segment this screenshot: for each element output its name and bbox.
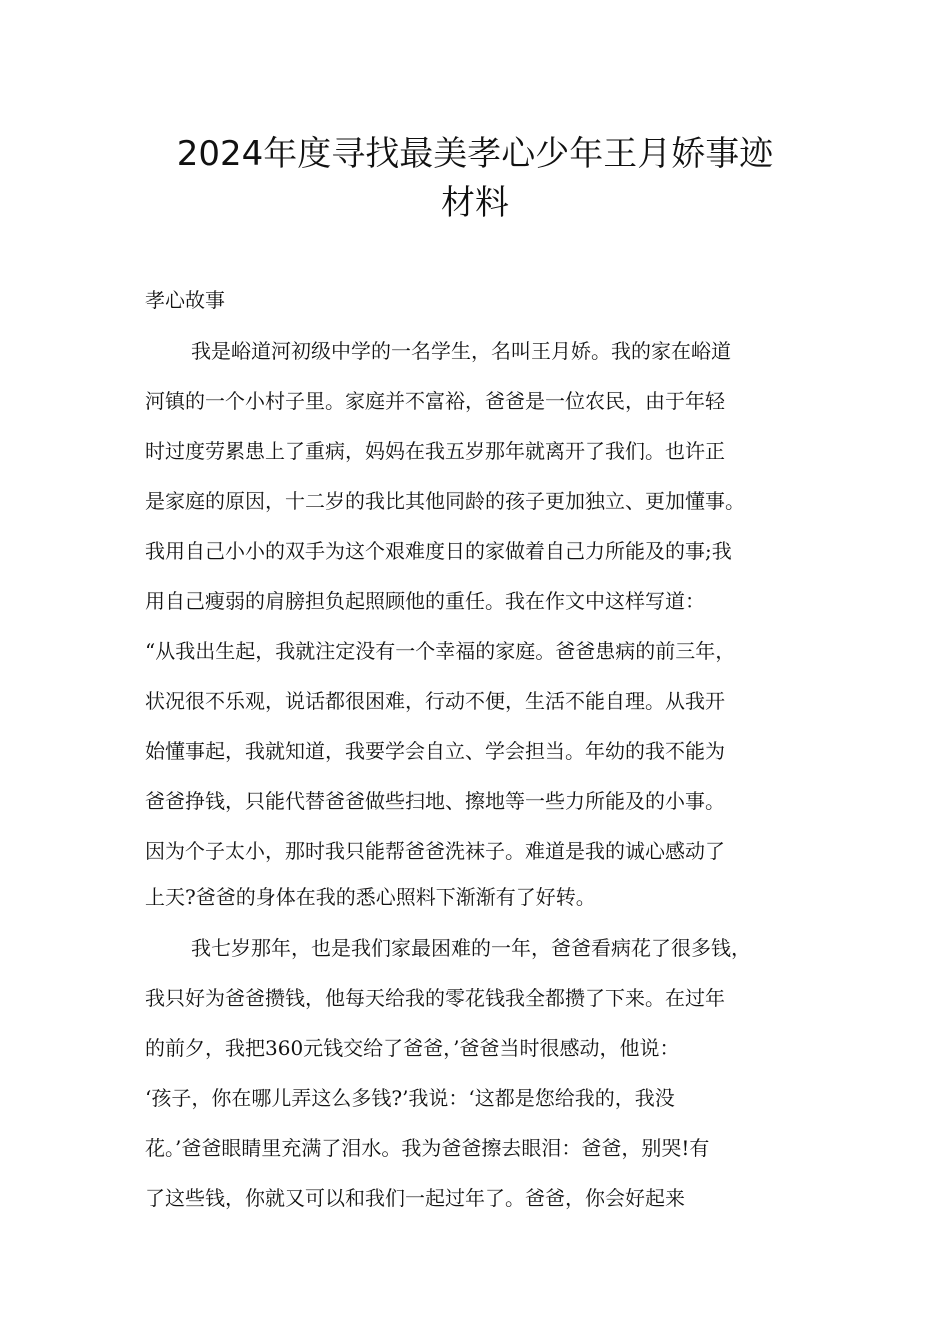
document-title-line-2: 材料 [441,183,509,223]
paragraph-2-line: ‘孩子，你在哪儿弄这么多钱?’我说：‘这都是您给我的，我没 [145,1086,675,1110]
paragraph-1-line: 时过度劳累患上了重病，妈妈在我五岁那年就离开了我们。也许正 [145,439,725,463]
paragraph-1-line: 用自己瘦弱的肩膀担负起照顾他的重任。我在作文中这样写道： [145,589,705,613]
paragraph-2-line: 我七岁那年，也是我们家最困难的一年，爸爸看病花了很多钱， [191,936,751,960]
paragraph-2-line: 花。’爸爸眼睛里充满了泪水。我为爸爸擦去眼泪：爸爸，别哭!有 [145,1136,710,1160]
paragraph-1-line: 河镇的一个小村子里。家庭并不富裕，爸爸是一位农民，由于年轻 [145,389,725,413]
paragraph-1-line: 是家庭的原因，十二岁的我比其他同龄的孩子更加独立、更加懂事。 [145,489,745,513]
paragraph-1-line: 始懂事起，我就知道，我要学会自立、学会担当。年幼的我不能为 [145,739,725,763]
paragraph-1-line: 爸爸挣钱，只能代替爸爸做些扫地、擦地等一些力所能及的小事。 [145,789,725,813]
section-heading: 孝心故事 [145,288,225,312]
paragraph-2-line: 了这些钱，你就又可以和我们一起过年了。爸爸，你会好起来 [145,1186,685,1210]
paragraph-1-line: 因为个子太小，那时我只能帮爸爸洗袜子。难道是我的诚心感动了 [145,839,725,863]
paragraph-2-line: 我只好为爸爸攒钱，他每天给我的零花钱我全都攒了下来。在过年 [145,986,725,1010]
paragraph-1-line: 状况很不乐观，说话都很困难，行动不便，生活不能自理。从我开 [145,689,725,713]
paragraph-2-line: 的前夕，我把360元钱交给了爸爸，’爸爸当时很感动，他说： [145,1036,680,1060]
paragraph-1-line: “从我出生起，我就注定没有一个幸福的家庭。爸爸患病的前三年， [145,639,736,663]
paragraph-1-line: 上天?爸爸的身体在我的悉心照料下渐渐有了好转。 [145,885,596,909]
paragraph-1-line: 我用自己小小的双手为这个艰难度日的家做着自己力所能及的事;我 [145,539,732,563]
paragraph-1-line: 我是峪道河初级中学的一名学生，名叫王月娇。我的家在峪道 [191,339,731,363]
document-title-line-1: 2024年度寻找最美孝心少年王月娇事迹 [176,134,774,174]
